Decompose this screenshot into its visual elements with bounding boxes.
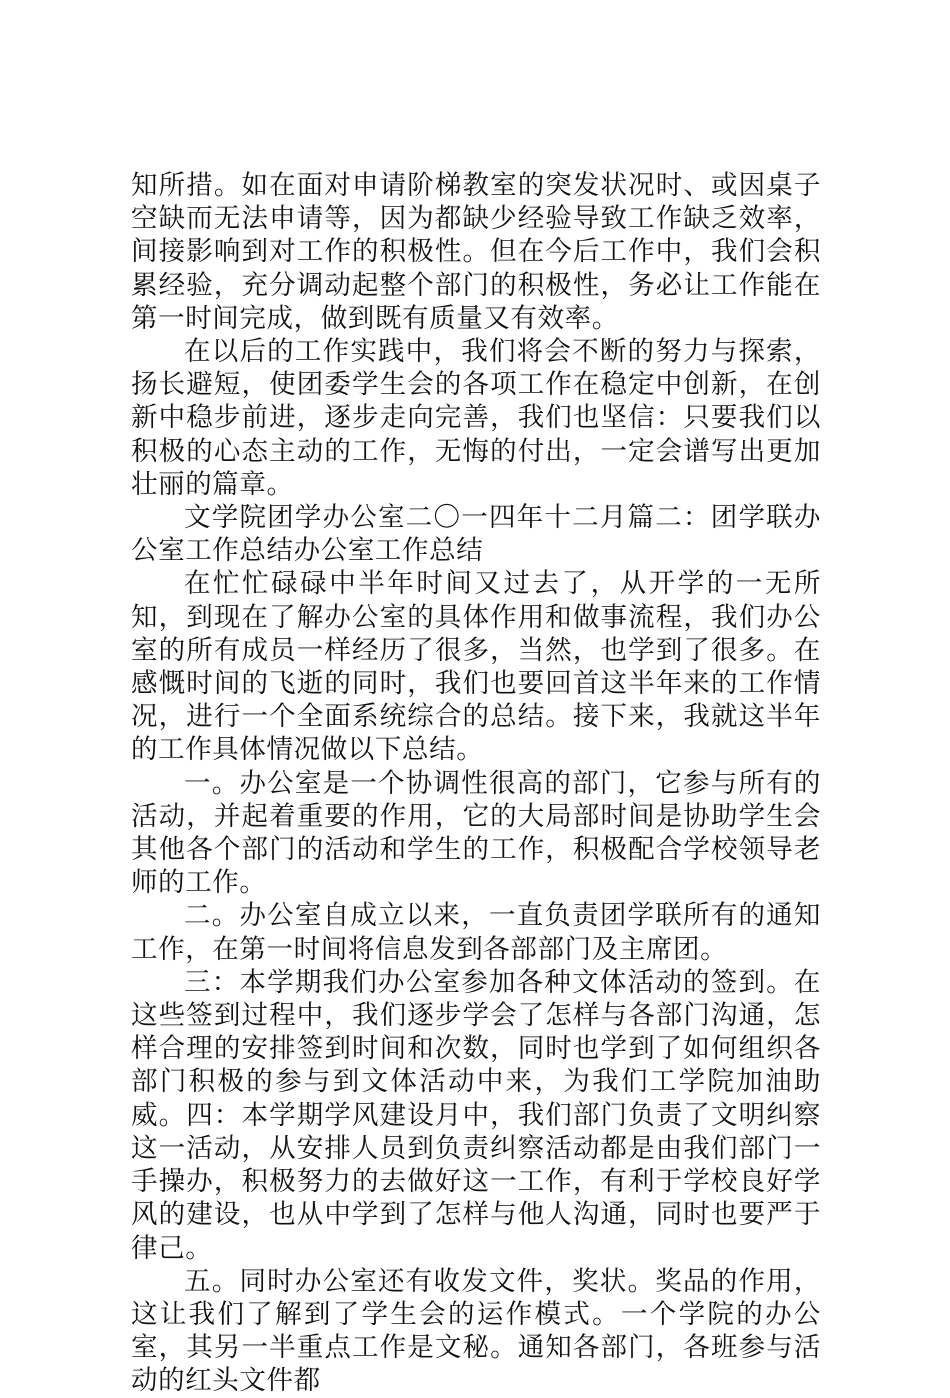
paragraph-6: 二。办公室自成立以来，一直负责团学联所有的通知工作，在第一时间将信息发到各部部门及主席团。: [131, 900, 821, 965]
paragraph-1: 知所措。如在面对申请阶梯教室的突发状况时、或因桌子空缺而无法申请等，因为都缺少经验导致工作缺乏效率，间接影响到对工作的积极性。但在今后工作中，我们会积累经验，充分调动起整个部门的积极性，务必让工作能在第一时间完成，做到既有质量又有效率。: [131, 170, 821, 334]
paragraph-3-heading: 文学院团学办公室二〇一四年十二月篇二：团学联办公室工作总结办公室工作总结: [131, 502, 821, 567]
paragraph-7: 三：本学期我们办公室参加各种文体活动的签到。在这些签到过程中，我们逐步学会了怎样与各部门沟通，怎样合理的安排签到时间和次数，同时也学到了如何组织各部门积极的参与到文体活动中来，为我们工学院加油助威。四：本学期学风建设月中，我们部门负责了文明纠察这一活动，从安排人员到负责纠察活动都是由我们部门一手操办，积极努力的去做好这一工作，有利于学校良好学风的建设，也从中学到了怎样与他人沟通，同时也要严于律己。: [131, 966, 821, 1264]
paragraph-5: 一。办公室是一个协调性很高的部门，它参与所有的活动，并起着重要的作用，它的大局部时间是协助学生会其他各个部门的活动和学生的工作，积极配合学校领导老师的工作。: [131, 767, 821, 899]
paragraph-2: 在以后的工作实践中，我们将会不断的努力与探索，扬长避短，使团委学生会的各项工作在稳定中创新，在创新中稳步前进，逐步走向完善，我们也坚信：只要我们以积极的心态主动的工作，无悔的付出，一定会谱写出更加壮丽的篇章。: [131, 336, 821, 500]
paragraph-8: 五。同时办公室还有收发文件，奖状。奖品的作用，这让我们了解到了学生会的运作模式。一个学院的办公室，其另一半重点工作是文秘。通知各部门，各班参与活动的红头文件都: [131, 1265, 821, 1397]
paragraph-4: 在忙忙碌碌中半年时间又过去了，从开学的一无所知，到现在了解办公室的具体作用和做事流程，我们办公室的所有成员一样经历了很多，当然，也学到了很多。在感慨时间的飞逝的同时，我们也要回首这半年来的工作情况，进行一个全面系统综合的总结。接下来，我就这半年的工作具体情况做以下总结。: [131, 568, 821, 766]
document-body: [131, 169, 821, 1398]
